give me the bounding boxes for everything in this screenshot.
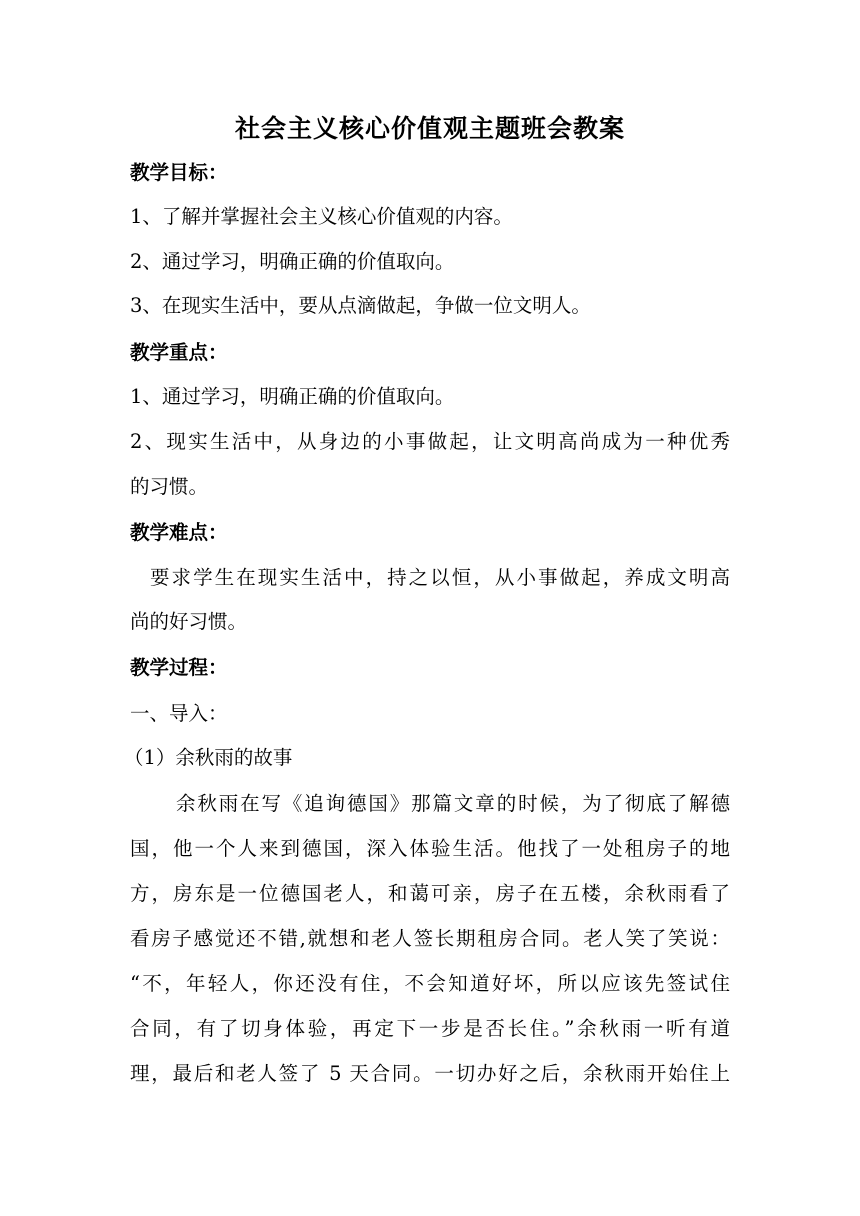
key-point-item: 2、现实生活中，从身边的小事做起，让文明高尚成为一种优秀 [130,430,730,453]
process-heading: 教学过程： [130,656,228,679]
story-paragraph-line: 理，最后和老人签了 5 天合同。一切办好之后，余秋雨开始住上 [130,1062,730,1085]
objective-item: 3、在现实生活中，要从点滴做起，争做一位文明人。 [130,294,591,317]
key-point-item: 的习惯。 [130,475,209,498]
story-paragraph-line: “不，年轻人，你还没有住，不会知道好坏，所以应该先签试住 [130,972,730,995]
key-points-heading: 教学重点： [130,341,228,364]
story-paragraph-line: 看房子感觉还不错,就想和老人签长期租房合同。老人笑了笑说： [130,927,730,950]
difficulties-text: 尚的好习惯。 [130,610,248,633]
process-section: 一、导入： [130,702,228,725]
objective-item: 1、了解并掌握社会主义核心价值观的内容。 [130,205,513,228]
document-title: 社会主义核心价值观主题班会教案 [234,114,625,143]
story-paragraph-line: 余秋雨在写《追询德国》那篇文章的时候，为了彻底了解德 [176,792,730,815]
story-paragraph-line: 方，房东是一位德国老人，和蔼可亲，房子在五楼，余秋雨看了 [130,882,730,905]
difficulties-heading: 教学难点： [130,521,228,544]
difficulties-text: 要求学生在现实生活中，持之以恒，从小事做起，养成文明高 [150,566,730,589]
objective-item: 2、通过学习，明确正确的价值取向。 [130,250,455,273]
story-paragraph-line: 国，他一个人来到德国，深入体验生活。他找了一处租房子的地 [130,837,730,860]
key-point-item: 1、通过学习，明确正确的价值取向。 [130,385,455,408]
process-subsection: （1）余秋雨的故事 [124,746,293,769]
objectives-heading: 教学目标： [130,161,228,184]
story-paragraph-line: 合同，有了切身体验，再定下一步是否长住。”余秋雨一听有道 [130,1017,730,1040]
